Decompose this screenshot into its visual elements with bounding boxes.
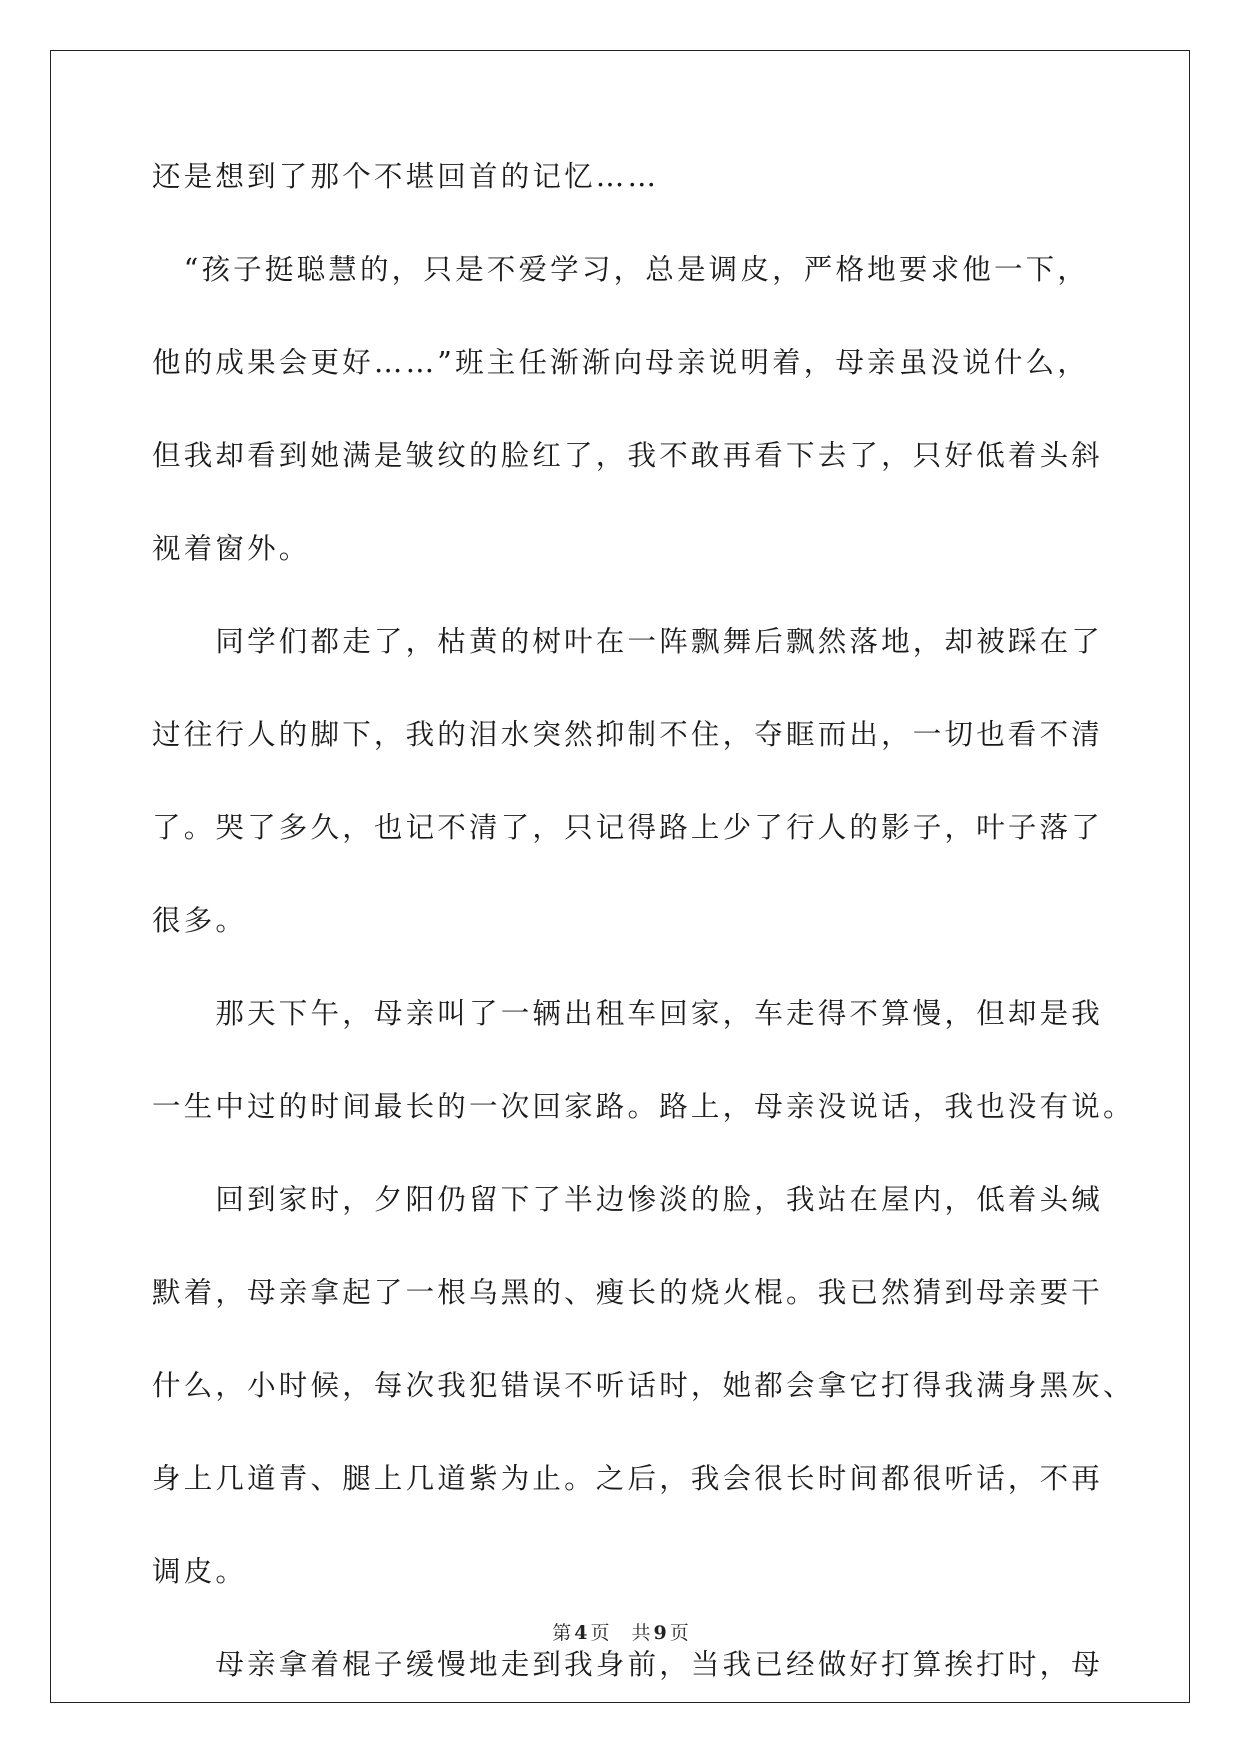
text-line: 默着，母亲拿起了一根乌黑的、瘦长的烧火棍。我已然猜到母亲要干 (152, 1276, 1104, 1309)
total-suffix: 页 (669, 1622, 689, 1644)
text-line: 同学们都走了，枯黄的树叶在一阵飘舞后飘然落地，却被踩在了 (152, 625, 1104, 658)
page-suffix: 页 (590, 1622, 610, 1644)
document-body (152, 160, 1135, 1741)
text-line: 调皮。 (152, 1555, 248, 1588)
total-pages: 9 (653, 1622, 667, 1644)
text-line: 但我却看到她满是皱纹的脸红了，我不敢再看下去了，只好低着头斜 (152, 439, 1104, 472)
page-prefix: 第 (552, 1622, 572, 1644)
text-line: 还是想到了那个不堪回首的记忆…… (152, 160, 660, 193)
page-footer (0, 1618, 1241, 1645)
text-line: 他的成果会更好……”班主任渐渐向母亲说明着，母亲虽没说什么， (152, 346, 1090, 379)
text-line: “孩子挺聪慧的，只是不爱学习，总是调皮，严格地要求他一下， (152, 253, 1090, 286)
page-number: 4 (574, 1622, 588, 1644)
total-prefix: 共 (631, 1622, 651, 1644)
text-line: 了。哭了多久，也记不清了，只记得路上少了行人的影子，叶子落了 (152, 811, 1104, 844)
text-line: 身上几道青、腿上几道紫为止。之后，我会很长时间都很听话，不再 (152, 1462, 1104, 1495)
text-line: 一生中过的时间最长的一次回家路。路上，母亲没说话，我也没有说。 (152, 1090, 1135, 1123)
text-line: 那天下午，母亲叫了一辆出租车回家，车走得不算慢，但却是我 (152, 997, 1104, 1030)
text-line: 过往行人的脚下，我的泪水突然抑制不住，夺眶而出，一切也看不清 (152, 718, 1104, 751)
text-line: 很多。 (152, 904, 248, 937)
text-line: 回到家时，夕阳仍留下了半边惨淡的脸，我站在屋内，低着头缄 (152, 1183, 1104, 1216)
text-line: 什么，小时候，每次我犯错误不听话时，她都会拿它打得我满身黑灰、 (152, 1369, 1135, 1402)
text-line: 视着窗外。 (152, 532, 311, 565)
text-line: 母亲拿着棍子缓慢地走到我身前，当我已经做好打算挨打时，母 (152, 1648, 1104, 1681)
